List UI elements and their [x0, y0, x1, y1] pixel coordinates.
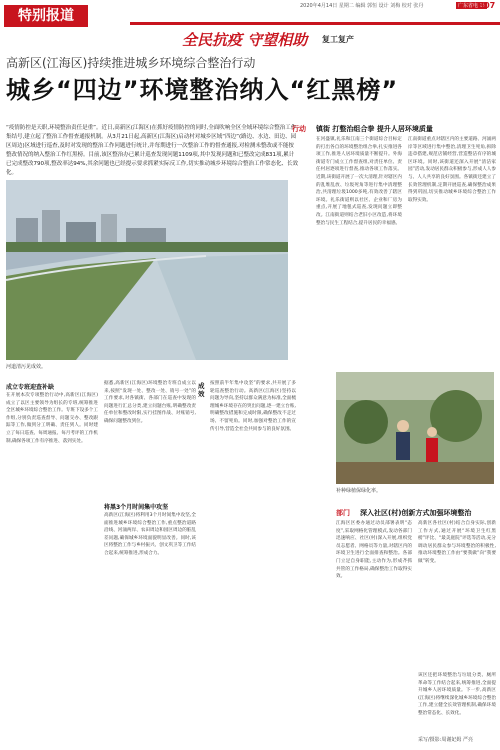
bottom-col-text-1: 江海区区委办通过动员部署表明“态度”,采取网格化管理模式,发动各部门迅速响应、社区(村)深入开展,组织党员志愿者、网格员等力量,对辖区内的环境卫生进行全面排查和整治。各部门立足自身职能,主动作为,形成齐抓共管的工作格局,确保整治工作取得实效。	[336, 521, 412, 580]
side-section-title: 镇街 打整治组合拳 提升人居环境质量	[316, 125, 433, 133]
bottom-col-text-2: 高新区各社区(村)结合自身实际,创新工作方式,通过开展“环境卫生红黑榜”评比、“最美庭院”评选等活动,充分调动居民群众参与环境整治的积极性,推动环境整治工作由“要我做”向“我要做”转变。	[418, 521, 496, 564]
band-title: 全民抗疫 守望相助	[182, 31, 308, 49]
article-lead: “疫情防控是天职,环境整治责任是重”。近日,高新区(江海区)在抓好疫情防控的同时,全面吹响全区全域环境综合整治工作集结号,建立起了整治工作督查通报机制。从3月21日起,高新区(江海区)启动村对城乡区域“四边”(路边、水边、田边、园区周边)区域进行巡查,及时对发现的整治工作问题进行统计,并每期进行一次整治工作的督查通报,对检测未整改或不能按整改情况的纳入整治工作红黑榜。目前,该区整治办已累计巡查发现问题1109项,其中发现问题和已整改完成831项,累计已完成整改790项,整改率达94%,其余问题也已经提示要求抓紧实际反工作,切实推动城乡环境综合整治工作常态化、长效化。	[6, 125, 298, 176]
section-tag: 特别报道	[4, 5, 88, 27]
right-col-text-1: 在河盛镇,礼乐和江南三个街道综合目标定的打出各自的环境整治组合拳,扎实推进各项工作,推进人居环境质量不断提升。外海街道专门成立工作督查组,对责任单位、责任村居逐项进行督查,推动各项工作落实。近期,该街道开展了一次大清理,针对辖区内的乱堆乱放、垃圾死角等进行集中清理整治,共清理垃圾1000多吨,有效改善了辖区环境。礼乐街道则以社区、企业和厂房为重点,开展了地毯式巡查,发现问题立即整改。江南街道则结合老旧小区改造,将环境整治与民生工程结合,提升居民的幸福感。	[316, 137, 402, 226]
header-band	[130, 12, 500, 50]
left-col-text-2: 据悉,高新区(江海区)环境整治专班自成立以来,按照“发现一处、整改一处、销号一处”的工作要求,对各镇街、各部门在巡查中发现的问题进行汇总分类,建立问题台账,明确整改责任单位和整改时限,实行挂图作战、对账销号,确保问题整改到位。	[104, 381, 196, 424]
band-subtitle: 复工复产	[322, 35, 354, 44]
article-kicker: 高新区(江海区)持续推进城乡环境综合整治行动	[6, 56, 256, 70]
editor-badge: 广东省电 影	[458, 3, 485, 9]
article-headline: 城乡“四边”环境整治纳入“红黑榜”	[6, 76, 399, 104]
river-scene-image	[6, 180, 288, 360]
left-col-text-1: 在开展本次专项整治行动中,高新区(江海区)成立了以区主要领导为组长的专班,统筹推进全区城乡环境综合整治工作。专班下设多个工作组,分别负责巡查督导、问题交办、整改跟踪等工作,做到分工明确、责任到人。同时建立了每日巡查、每周通报、每月考评的工作机制,确保各项工作有序推进、落到实处。	[6, 393, 98, 444]
main-photo	[6, 180, 288, 360]
page-number: B07	[478, 1, 496, 10]
right-col-text-2: 江南街道重点对辖区内的主要道路、河涌两岸等区域进行集中整治,清理卫生死角,拆除违章搭建,规范店铺经营,营造整洁有序的城区环境。同时,该街道还深入开展“清洁家园”活动,发动居民群众积极参与,形成人人参与、人人共享的良好氛围。各镇街还建立了长效管理机制,定期开展巡查,确保整治成果得到巩固,切实推动城乡环境综合整治工作取得实效。	[408, 137, 496, 203]
side-section-label: 行动	[292, 125, 306, 133]
bottom-col-text-3: 该区还把环境整治与垃圾分类、厕所革命等工作结合起来,统筹推进,全面提升城乡人居环境质量。下一步,高新区(江海区)将继续深化城乡环境综合整治工作,建立健全长效管理机制,确保环境整治常态化、长效化。	[418, 673, 496, 716]
planting-photo-caption: 补种绿植保绿化率。	[336, 488, 382, 494]
vertical-label: 成效	[198, 382, 205, 398]
article-authors: 采写/摄影:周谢妃姆 严亮	[418, 737, 473, 743]
main-photo-caption: 河道清污见成效。	[6, 364, 47, 370]
planting-photo	[336, 372, 494, 484]
subhead-special-team: 成立专班迎查补缺	[6, 384, 55, 391]
subhead-three-months: 将黑3个月时间集中攻坚	[104, 504, 169, 511]
band-line	[130, 22, 500, 25]
sec2-label: 部门	[336, 509, 350, 517]
left-col-text-3: 高新区(江海区)将利用3个月时间集中攻坚,全面推进城乡环境综合整治工作,重点整治道路沿线、河涌两岸、农田周边和园区周边的脏乱差问题,确保城乡环境面貌明显改善。同时,该区将整治工作与乡村振兴、创文巩卫等工作结合起来,统筹推进,形成合力。	[104, 513, 196, 556]
mid-col-text: 按照前半年集中攻坚”的要求,共开展了多轮巡查整治行动。高新区(江海区)坚持以问题为导向,坚持以群众满意为标准,全面梳理城乡环境存在的突出问题,逐一建立台账,明确整改措施和完成时限,确保整改不走过场、不留死角。同时,加强对整治工作的宣传引导,营造全社会共同参与的良好氛围。	[210, 381, 296, 432]
date-line: 2020年4月14日 星期二 编辑 郭恒 设计 刘梅 校对 张丹	[300, 3, 424, 9]
sec2-title: 深入社区(村)创新方式加强环境整治	[360, 509, 472, 517]
planting-scene-image	[336, 372, 494, 484]
